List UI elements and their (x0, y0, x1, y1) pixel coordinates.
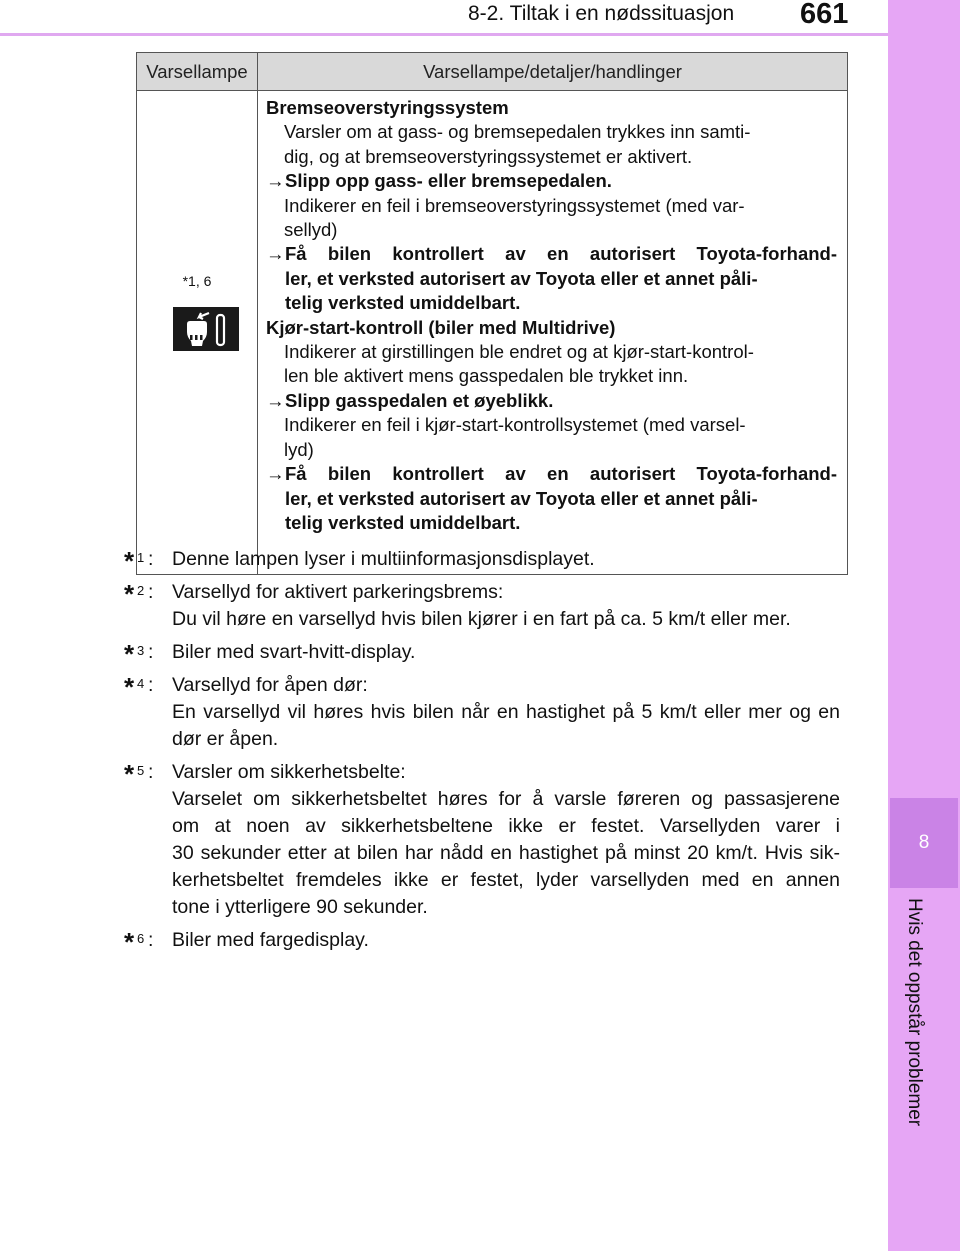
page-number: 661 (800, 0, 849, 30)
footnote-line: tone i ytterligere 90 sekunder. (172, 896, 428, 918)
detail-text: len ble aktivert mens gasspedalen ble trykket inn. (284, 365, 689, 387)
detail-text: Indikerer en feil i bremseoverstyringssystemet (med var- (284, 194, 745, 216)
detail-text: lyd) (284, 438, 314, 460)
footnote-line: kerhetsbeltet fremdeles ikke er festet, lyder varsellyden med en annen (172, 869, 840, 891)
detail-text: dig, og at bremseoverstyringssystemet er aktivert. (284, 145, 693, 167)
arrow-right-icon: → (266, 389, 285, 411)
footnote-marker: * 1 : (124, 546, 154, 576)
asterisk: * (124, 759, 135, 789)
lamp-cell (137, 91, 258, 575)
detail-text: Indikerer at girstillingen ble endret og at kjør-start-kontrol- (284, 341, 754, 363)
brake-override-warning-icon (173, 307, 239, 351)
chapter-number: 8 (918, 832, 930, 853)
chapter-title: Hvis det oppstår problemer (904, 898, 925, 1127)
footnotes (124, 546, 840, 960)
footnote-line: dør er åpen. (172, 728, 279, 750)
footnote-line: 30 sekunder etter at bilen har nådd en hastighet på minst 20 km/t. Hvis sik- (172, 842, 840, 864)
asterisk: * (124, 546, 135, 576)
footnote-line: Biler med svart-hvitt-display. (172, 641, 416, 663)
action-text: Slipp gasspedalen et øyeblikk. (285, 389, 554, 411)
section-title: 8-2. Tiltak i en nødssituasjon (468, 2, 735, 25)
footnote-line: Varselet om sikkerhetsbeltet høres for å varsle føreren og passasjerene (172, 788, 840, 810)
arrow-right-icon: → (266, 170, 285, 192)
chapter-number-box (890, 798, 958, 888)
detail-text: Indikerer en feil i kjør-start-kontrollsystemet (med varsel- (284, 414, 746, 436)
footnote-text (172, 639, 840, 666)
footnote-line: Varsler om sikkerhetsbelte: (172, 761, 406, 783)
footnote-line: Varsellyd for åpen dør: (172, 674, 368, 696)
table-row (137, 91, 848, 575)
column-header-details: Varsellampe/detaljer/handlinger (258, 53, 848, 91)
table-header-row (137, 53, 848, 91)
arrow-right-icon: → (266, 243, 285, 265)
footnote-marker: * 4 : (124, 672, 154, 702)
warning-light-table (136, 52, 848, 575)
action-text: telig verksted umiddelbart. (285, 292, 521, 314)
footnote-line: om at noen av sikkerhetsbeltene ikke er festet. Varsellyden varer i (172, 815, 840, 837)
footnote-marker: * 5 : (124, 759, 154, 789)
action-text: ler, et verksted autorisert av Toyota eller et annet påli- (285, 267, 758, 289)
action-text: Få bilen kontrollert av en autorisert Toyota-forhand- (285, 463, 837, 485)
footnote-6 (124, 927, 840, 957)
footnote-line: En varsellyd vil høres hvis bilen når en hastighet på 5 km/t eller mer og en (172, 701, 840, 723)
asterisk: * (124, 579, 135, 609)
arrow-right-icon: → (266, 463, 285, 485)
details-cell (258, 91, 848, 575)
action-item (266, 242, 837, 266)
detail-text: Varsler om at gass- og bremsepedalen trykkes inn samti- (284, 121, 751, 143)
footnote-marker: * 2 : (124, 579, 154, 609)
footnote-4 (124, 672, 840, 753)
footnote-number: 2 (137, 583, 145, 598)
lamp-footnote-ref (137, 273, 257, 289)
footnote-number: 1 (137, 550, 145, 565)
footnote-marker: * 3 : (124, 639, 154, 669)
footnote-1 (124, 546, 840, 576)
footnote-text (172, 546, 840, 573)
footnote-number: 6 (137, 931, 145, 946)
detail-text: sellyd) (284, 219, 338, 241)
action-item (266, 462, 837, 486)
action-item (266, 169, 837, 193)
footnote-line: Biler med fargedisplay. (172, 929, 369, 951)
asterisk: * (124, 927, 135, 957)
asterisk: * (124, 672, 135, 702)
footnote-3 (124, 639, 840, 669)
footnote-text (172, 672, 840, 753)
system-title-brake-override: Bremseoverstyringssystem (266, 97, 509, 118)
footnote-text (172, 759, 840, 921)
footnote-5 (124, 759, 840, 921)
footnote-text (172, 927, 840, 954)
footnote-line: Du vil høre en varsellyd hvis bilen kjører i en fart på ca. 5 km/t eller mer. (172, 608, 791, 630)
footnote-marker: * 6 : (124, 927, 154, 957)
footnote-line: Denne lampen lyser i multiinformasjonsdisplayet. (172, 548, 595, 570)
action-text: telig verksted umiddelbart. (285, 511, 521, 533)
asterisk: * (124, 639, 135, 669)
footnote-number: 3 (137, 643, 145, 658)
footnote-2 (124, 579, 840, 633)
footnote-text (172, 579, 840, 633)
footnote-number: 4 (137, 676, 145, 691)
system-title-drive-start-control: Kjør-start-kontroll (biler med Multidrive) (266, 316, 616, 338)
column-header-lamp: Varsellampe (137, 53, 258, 91)
action-text: Slipp opp gass- eller bremsepedalen. (285, 170, 612, 192)
footnote-number: 5 (137, 763, 145, 778)
action-text: Få bilen kontrollert av en autorisert Toyota-forhand- (285, 243, 837, 265)
lamp-footnote-text: *1, 6 (182, 273, 212, 289)
action-text: ler, et verksted autorisert av Toyota eller et annet påli- (285, 487, 758, 509)
header-rule (0, 33, 888, 36)
action-item (266, 389, 837, 413)
footnote-line: Varsellyd for aktivert parkeringsbrems: (172, 581, 504, 603)
